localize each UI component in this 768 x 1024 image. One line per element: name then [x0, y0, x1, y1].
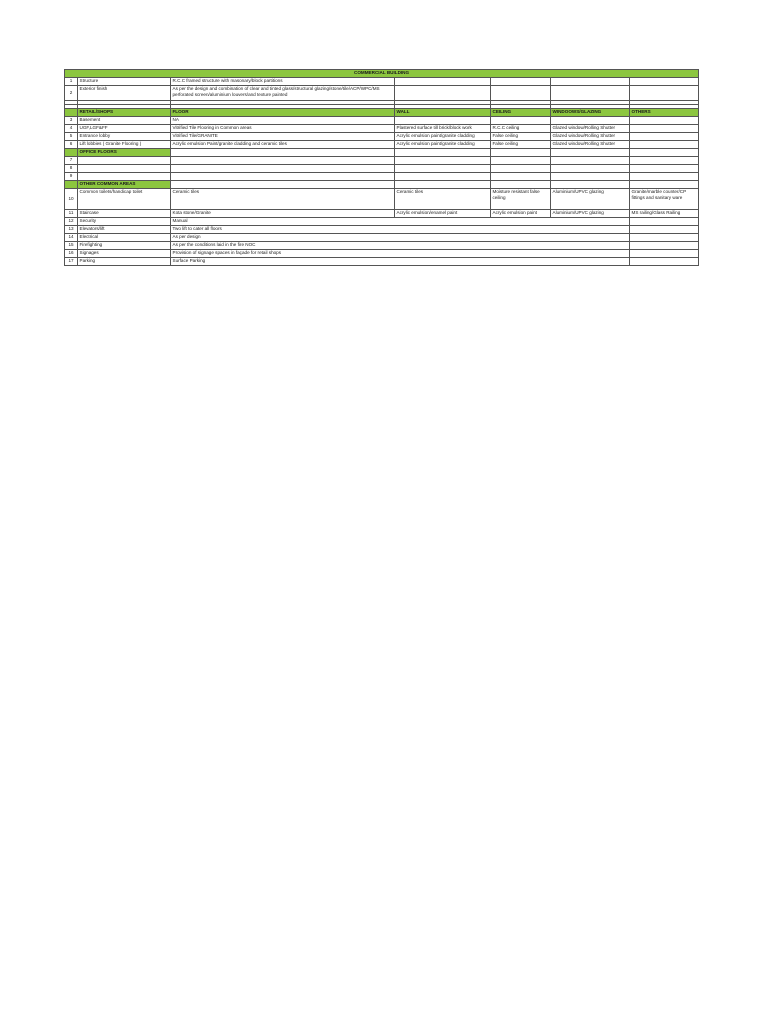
- row-spec: As per the conditions laid in the fire NOC: [171, 242, 630, 250]
- row-number: 9: [65, 173, 78, 181]
- title-row: [65, 70, 699, 78]
- row-spec: As per the design and combination of clear and tinted glass/structural glazing/stone/tile/ACP/WPC/MS perforated screen/aluminium louvers/and texture painted: [171, 86, 395, 101]
- empty-cell: [171, 181, 395, 189]
- row-number: 12: [65, 218, 78, 226]
- row-windows: Aluminium/UPVC glazing: [551, 189, 630, 210]
- table-row: [65, 78, 699, 86]
- empty-cell: [171, 149, 395, 157]
- empty-cell: [491, 78, 551, 86]
- empty-cell: [65, 149, 78, 157]
- row-item: Basement: [78, 117, 171, 125]
- row-floor: Acrylic emulsion Paint/granite cladding and ceramic tiles: [171, 141, 395, 149]
- table-row: [65, 234, 699, 242]
- row-others: MS railing/Glass Railing: [630, 210, 699, 218]
- common-header-row: [65, 181, 699, 189]
- table-title: COMMERCIAL BUILDING: [65, 70, 699, 78]
- row-wall: Acrylic emulsion/enamel paint: [395, 210, 491, 218]
- table-row: [65, 165, 699, 173]
- empty-cell: [551, 181, 630, 189]
- row-number: 13: [65, 226, 78, 234]
- empty-cell: [630, 181, 699, 189]
- empty-cell: [65, 109, 78, 117]
- empty-cell: [395, 78, 491, 86]
- office-header-row: [65, 149, 699, 157]
- empty-cell: [630, 250, 699, 258]
- row-wall: Ceramic tiles: [395, 189, 491, 210]
- empty-cell: [630, 234, 699, 242]
- wall-header: WALL: [395, 109, 491, 117]
- row-item: Elevators/lift: [78, 226, 171, 234]
- row-number: 8: [65, 165, 78, 173]
- table-row: [65, 210, 699, 218]
- empty-cell: [395, 149, 491, 157]
- row-spec: Provision of signage spaces in façade for retail shops: [171, 250, 630, 258]
- table-row: [65, 141, 699, 149]
- row-windows: Glazed window/Rolling Shutter: [551, 125, 630, 133]
- row-item: Lift lobbies ( Granite Flooring ): [78, 141, 171, 149]
- empty-cell: [395, 181, 491, 189]
- table-row: [65, 189, 699, 210]
- row-others: [630, 117, 699, 125]
- row-number: 15: [65, 242, 78, 250]
- row-item: Staircase: [78, 210, 171, 218]
- row-wall: Acrylic emulsion paint/granite cladding: [395, 133, 491, 141]
- empty-cell: [630, 86, 699, 101]
- row-ceiling: Moisture resistant false ceiling: [491, 189, 551, 210]
- spec-table: [64, 69, 699, 266]
- row-number: 6: [65, 141, 78, 149]
- row-wall: Plastered surface till brick/block work: [395, 125, 491, 133]
- empty-cell: [630, 242, 699, 250]
- row-item: Structure: [78, 78, 171, 86]
- row-spec: Surface Parking: [171, 258, 630, 266]
- row-item: Entrance lobby: [78, 133, 171, 141]
- row-spec: As per design: [171, 234, 630, 242]
- table-row: [65, 218, 699, 226]
- row-floor: Ceramic tiles: [171, 189, 395, 210]
- row-spec: Two lift to cater all floors: [171, 226, 630, 234]
- empty-cell: [630, 258, 699, 266]
- row-others: [630, 133, 699, 141]
- windows-header: WINDOOWS/GLAZING: [551, 109, 630, 117]
- table-row: [65, 117, 699, 125]
- others-header: OTHERS: [630, 109, 699, 117]
- row-item: Security: [78, 218, 171, 226]
- empty-cell: [630, 218, 699, 226]
- row-spec: R.C.C framed structure with masonary/block partitions: [171, 78, 395, 86]
- row-item: UGF,LGF&FF: [78, 125, 171, 133]
- row-windows: Aluminium/UPVC glazing: [551, 210, 630, 218]
- row-ceiling: False ceiling: [491, 141, 551, 149]
- row-windows: Glazed window/Rolling Shutter: [551, 133, 630, 141]
- empty-cell: [630, 149, 699, 157]
- row-item: Common toilets/handicap toilet: [78, 189, 171, 210]
- row-others: [630, 141, 699, 149]
- table-row: [65, 250, 699, 258]
- empty-cell: [551, 78, 630, 86]
- row-windows: Glazed window/Rolling Shutter: [551, 141, 630, 149]
- row-floor: NA: [171, 117, 395, 125]
- empty-cell: [630, 78, 699, 86]
- row-number: 4: [65, 125, 78, 133]
- empty-cell: [65, 181, 78, 189]
- row-floor: Vitrified Tile Flooring in Common areas: [171, 125, 395, 133]
- common-header-label: OTHER COMMON AREAS: [78, 181, 171, 189]
- row-wall: Acrylic emulsion paint/granite cladding: [395, 141, 491, 149]
- row-item: Firefighting: [78, 242, 171, 250]
- empty-cell: [395, 86, 491, 101]
- table-row: [65, 258, 699, 266]
- office-header-label: OFFICE FLOORS: [78, 149, 171, 157]
- row-number: 3: [65, 117, 78, 125]
- row-number: 11: [65, 210, 78, 218]
- row-ceiling: Acrylic emulsion paint: [491, 210, 551, 218]
- row-item: Electrical: [78, 234, 171, 242]
- row-floor: Kota stone/Granite: [171, 210, 395, 218]
- empty-cell: [491, 149, 551, 157]
- row-number: 10: [65, 189, 78, 210]
- row-ceiling: [491, 117, 551, 125]
- row-item: Signages: [78, 250, 171, 258]
- table-row: [65, 86, 699, 101]
- empty-cell: [491, 86, 551, 101]
- row-number: 16: [65, 250, 78, 258]
- table-row: [65, 173, 699, 181]
- row-ceiling: R.C.C ceiling: [491, 125, 551, 133]
- floor-header: FLOOR: [171, 109, 395, 117]
- empty-cell: [551, 149, 630, 157]
- empty-cell: [630, 226, 699, 234]
- table-row: [65, 226, 699, 234]
- row-floor: Vitrified Tile/GRANITE: [171, 133, 395, 141]
- table-row: [65, 242, 699, 250]
- row-number: 1: [65, 78, 78, 86]
- row-spec: Manual: [171, 218, 630, 226]
- row-number: 5: [65, 133, 78, 141]
- table-row: [65, 157, 699, 165]
- row-number: 2: [65, 86, 78, 101]
- table-row: [65, 125, 699, 133]
- retail-header-label: RETAIL/SHOPS: [78, 109, 171, 117]
- row-wall: [395, 117, 491, 125]
- row-ceiling: False ceiling: [491, 133, 551, 141]
- row-others: [630, 125, 699, 133]
- empty-cell: [491, 181, 551, 189]
- row-number: 17: [65, 258, 78, 266]
- ceiling-header: CEILING: [491, 109, 551, 117]
- row-number: 7: [65, 157, 78, 165]
- row-item: Parking: [78, 258, 171, 266]
- empty-cell: [551, 86, 630, 101]
- table-row: [65, 133, 699, 141]
- row-number: 14: [65, 234, 78, 242]
- row-others: Granite/marble counter/CP fittings and sanitary ware: [630, 189, 699, 210]
- row-item: Exterior finish: [78, 86, 171, 101]
- row-windows: [551, 117, 630, 125]
- retail-header-row: [65, 109, 699, 117]
